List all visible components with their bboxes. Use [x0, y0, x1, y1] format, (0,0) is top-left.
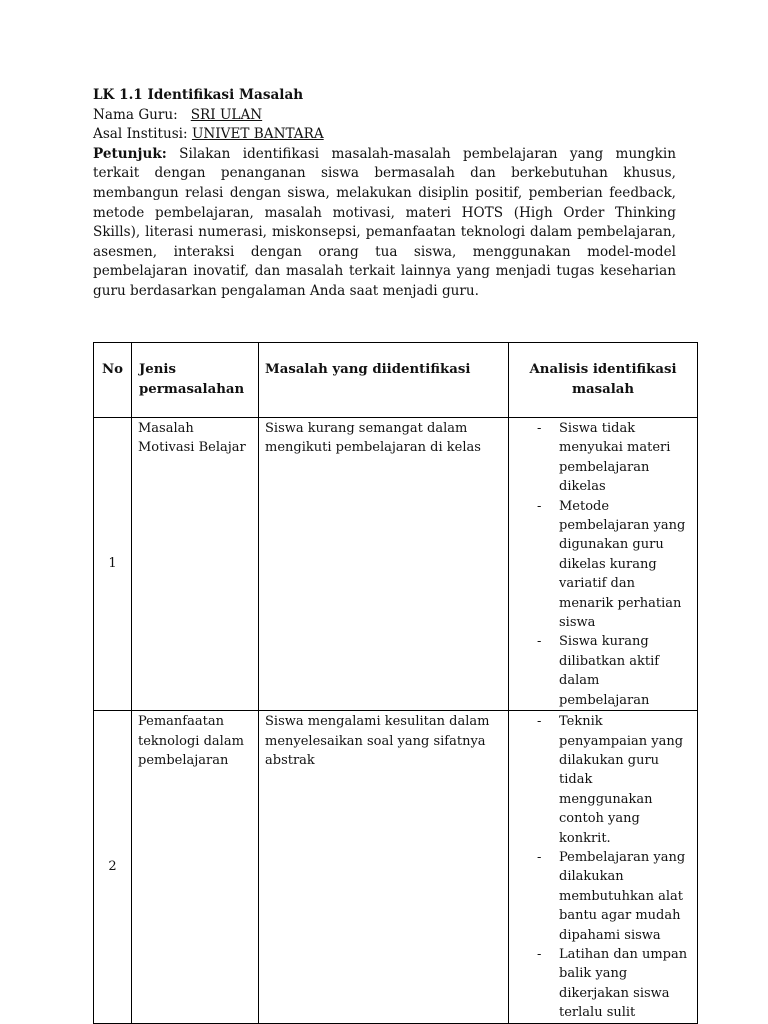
table-header-row: [94, 343, 698, 418]
row-jenis: Masalah Motivasi Belajar: [132, 418, 259, 711]
header-analisis: Analisis identifikasi masalah: [509, 343, 698, 418]
table-row: [94, 711, 698, 1024]
row-jenis: Pemanfaatan teknologi dalam pembelajaran: [132, 711, 259, 1024]
header-masalah: Masalah yang diidentifikasi: [259, 343, 509, 418]
teacher-name-label: Nama Guru:: [93, 106, 178, 123]
row-number: 2: [94, 711, 132, 1024]
instructions-paragraph: [93, 145, 676, 302]
header-jenis: Jenis permasalahan: [132, 343, 259, 418]
worksheet-header: [93, 86, 676, 302]
table-row: [94, 418, 698, 711]
row-number: 1: [94, 418, 132, 711]
analysis-list: [515, 712, 692, 1023]
institution-label: Asal Institusi:: [93, 126, 188, 143]
analysis-list: [515, 419, 692, 710]
analysis-item: - Siswa tidak menyukai materi pembelajaran dikelas: [541, 419, 692, 497]
teacher-name-line: [93, 106, 676, 126]
row-analisis: [509, 711, 698, 1024]
row-masalah: Siswa kurang semangat dalam mengikuti pembelajaran di kelas: [259, 418, 509, 711]
analysis-item: - Siswa kurang dilibatkan aktif dalam pembelajaran: [541, 632, 692, 710]
worksheet-title: LK 1.1 Identifikasi Masalah: [93, 87, 304, 103]
row-analisis: [509, 418, 698, 711]
institution-line: [93, 125, 676, 145]
header-no: No: [94, 343, 132, 418]
instructions-label: Petunjuk:: [93, 145, 167, 162]
row-masalah: Siswa mengalami kesulitan dalam menyelesaikan soal yang sifatnya abstrak: [259, 711, 509, 1024]
analysis-item: - Teknik penyampaian yang dilakukan guru tidak menggunakan contoh yang konkrit.: [541, 712, 692, 848]
instructions-text: Silakan identifikasi masalah-masalah pembelajaran yang mungkin terkait dengan penanganan siswa bermasalah dan berkebutuhan khusus, membangun relasi dengan siswa, melakukan disiplin positif, pemberian feedback, metode pembelajaran, masalah motivasi, materi HOTS (High Order Thinking Skills), literasi numerasi, miskonsepsi, pemanfaatan teknologi dalam pembelajaran, asesmen, interaksi dengan orang tua siswa, menggunakan model-model pembelajaran inovatif, dan masalah terkait lainnya yang menjadi tugas keseharian guru berdasarkan pengalaman Anda saat menjadi guru.: [93, 145, 676, 299]
analysis-item: - Pembelajaran yang dilakukan membutuhkan alat bantu agar mudah dipahami siswa: [541, 848, 692, 945]
analysis-item: - Metode pembelajaran yang digunakan guru dikelas kurang variatif dan menarik perhatian siswa: [541, 497, 692, 633]
problem-identification-table: [93, 342, 698, 1024]
teacher-name-value: SRI ULAN: [190, 106, 263, 123]
institution-value: UNIVET BANTARA: [191, 126, 324, 143]
analysis-item: - Latihan dan umpan balik yang dikerjakan siswa terlalu sulit: [541, 945, 692, 1023]
